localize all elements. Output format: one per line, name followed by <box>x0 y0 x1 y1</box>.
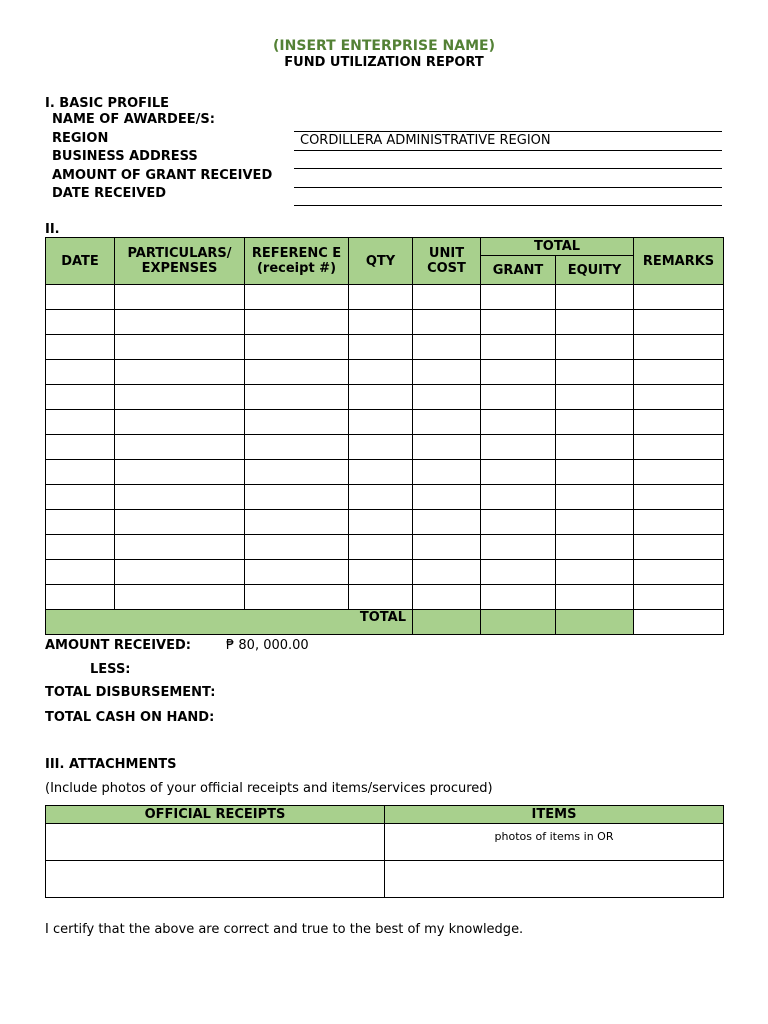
receipts-cell[interactable] <box>46 861 385 898</box>
entry-cell[interactable] <box>349 360 413 385</box>
entry-cell[interactable] <box>115 285 245 310</box>
awardee-label: NAME OF AWARDEE/S: <box>52 112 215 127</box>
total-cash-label: TOTAL CASH ON HAND: <box>45 710 215 725</box>
entry-cell[interactable] <box>481 560 556 585</box>
entry-cell[interactable] <box>349 485 413 510</box>
entry-cell[interactable] <box>413 335 481 360</box>
entry-cell[interactable] <box>245 460 349 485</box>
entry-cell[interactable] <box>413 560 481 585</box>
entry-cell[interactable] <box>634 285 724 310</box>
entry-cell[interactable] <box>634 310 724 335</box>
total-label: TOTAL <box>46 610 413 635</box>
amount-received-label: AMOUNT RECEIVED: <box>45 638 191 653</box>
col-unit-cost-header: UNIT COST <box>413 238 481 285</box>
less-label: LESS: <box>90 662 131 677</box>
entry-cell[interactable] <box>115 335 245 360</box>
entry-cell[interactable] <box>481 360 556 385</box>
entry-cell[interactable] <box>46 335 115 360</box>
entry-cell[interactable] <box>413 435 481 460</box>
entry-cell[interactable] <box>634 535 724 560</box>
attachments-note: (Include photos of your official receipts and items/services procured) <box>45 781 493 796</box>
entry-cell[interactable] <box>245 435 349 460</box>
entry-cell[interactable] <box>115 310 245 335</box>
table-row <box>46 335 724 360</box>
grant-amount-line <box>294 187 722 188</box>
table-row <box>46 310 724 335</box>
section-ii-title: II. <box>45 222 60 237</box>
col-qty-header: QTY <box>349 238 413 285</box>
expenses-table <box>45 237 724 635</box>
basic-profile-title: I. BASIC PROFILE <box>45 96 170 111</box>
entry-cell[interactable] <box>556 310 634 335</box>
entry-cell[interactable] <box>413 410 481 435</box>
col-equity-header: EQUITY <box>556 256 634 285</box>
entry-cell[interactable] <box>245 560 349 585</box>
entry-cell[interactable] <box>556 360 634 385</box>
entry-cell[interactable] <box>481 535 556 560</box>
entry-cell[interactable] <box>634 510 724 535</box>
table-row <box>46 385 724 410</box>
entry-cell[interactable] <box>413 385 481 410</box>
entry-cell[interactable] <box>115 585 245 610</box>
entry-cell[interactable] <box>556 535 634 560</box>
total-equity-cell <box>556 610 634 635</box>
entry-cell[interactable] <box>115 360 245 385</box>
table-row <box>46 560 724 585</box>
entry-cell[interactable] <box>245 385 349 410</box>
table-row <box>46 535 724 560</box>
business-address-line <box>294 168 722 169</box>
table-row <box>46 460 724 485</box>
entry-cell[interactable] <box>349 385 413 410</box>
entry-cell[interactable] <box>634 560 724 585</box>
entry-cell[interactable] <box>46 535 115 560</box>
entry-cell[interactable] <box>245 410 349 435</box>
entry-cell[interactable] <box>349 535 413 560</box>
entry-cell[interactable] <box>481 310 556 335</box>
entry-cell[interactable] <box>349 435 413 460</box>
entry-cell[interactable] <box>349 410 413 435</box>
table-row <box>46 435 724 460</box>
report-title: FUND UTILIZATION REPORT <box>284 55 484 70</box>
entry-cell[interactable] <box>413 460 481 485</box>
entry-cell[interactable] <box>556 285 634 310</box>
amount-received-value: ₱ 80, 000.00 <box>226 638 309 653</box>
total-unit-cost-cell <box>413 610 481 635</box>
entry-cell[interactable] <box>115 460 245 485</box>
entry-cell[interactable] <box>413 535 481 560</box>
entry-cell[interactable] <box>481 410 556 435</box>
entry-cell[interactable] <box>349 585 413 610</box>
entry-cell[interactable] <box>349 460 413 485</box>
entry-cell[interactable] <box>634 435 724 460</box>
entry-cell[interactable] <box>46 360 115 385</box>
region-value: CORDILLERA ADMINISTRATIVE REGION <box>300 133 551 148</box>
date-received-label: DATE RECEIVED <box>52 186 166 201</box>
entry-cell[interactable] <box>634 410 724 435</box>
entry-cell[interactable] <box>634 485 724 510</box>
entry-cell[interactable] <box>46 585 115 610</box>
entry-cell[interactable] <box>245 535 349 560</box>
entry-cell[interactable] <box>245 485 349 510</box>
col-particulars-header: PARTICULARS/ EXPENSES <box>115 238 245 285</box>
entry-cell[interactable] <box>556 335 634 360</box>
entry-cell[interactable] <box>349 310 413 335</box>
entry-cell[interactable] <box>46 285 115 310</box>
entry-cell[interactable] <box>634 460 724 485</box>
entry-cell[interactable] <box>481 510 556 535</box>
enterprise-name: (INSERT ENTERPRISE NAME) <box>273 38 495 54</box>
col-remarks-header: REMARKS <box>634 238 724 285</box>
table-row <box>46 485 724 510</box>
entry-cell[interactable] <box>46 485 115 510</box>
total-remarks-cell[interactable] <box>634 610 724 635</box>
entry-cell[interactable] <box>349 510 413 535</box>
entry-cell[interactable] <box>115 385 245 410</box>
entry-cell[interactable] <box>349 285 413 310</box>
entry-cell[interactable] <box>634 385 724 410</box>
receipts-cell[interactable] <box>46 824 385 861</box>
entry-cell[interactable] <box>413 585 481 610</box>
entry-cell[interactable] <box>556 385 634 410</box>
entry-cell[interactable] <box>245 335 349 360</box>
entry-cell[interactable] <box>556 460 634 485</box>
entry-cell[interactable] <box>46 435 115 460</box>
entry-cell[interactable] <box>481 435 556 460</box>
entry-cell[interactable] <box>115 485 245 510</box>
entry-cell[interactable] <box>413 310 481 335</box>
grant-amount-label: AMOUNT OF GRANT RECEIVED <box>52 168 273 183</box>
entry-cell[interactable] <box>481 585 556 610</box>
total-disbursement-label: TOTAL DISBURSEMENT: <box>45 685 216 700</box>
entry-cell[interactable] <box>556 560 634 585</box>
entry-cell[interactable] <box>413 360 481 385</box>
attachments-title: III. ATTACHMENTS <box>45 757 177 772</box>
official-receipts-header: OFFICIAL RECEIPTS <box>46 806 385 824</box>
entry-cell[interactable] <box>556 485 634 510</box>
entry-cell[interactable] <box>115 435 245 460</box>
entry-cell[interactable] <box>245 585 349 610</box>
table-row <box>46 510 724 535</box>
entry-cell[interactable] <box>413 485 481 510</box>
entry-cell[interactable] <box>46 410 115 435</box>
col-reference-header: REFERENC E (receipt #) <box>245 238 349 285</box>
entry-cell[interactable] <box>349 560 413 585</box>
entry-cell[interactable] <box>349 335 413 360</box>
entry-cell[interactable] <box>413 510 481 535</box>
col-grant-header: GRANT <box>481 256 556 285</box>
entry-cell[interactable] <box>46 310 115 335</box>
entry-cell[interactable] <box>245 285 349 310</box>
entry-cell[interactable] <box>115 535 245 560</box>
entry-cell[interactable] <box>556 410 634 435</box>
awardee-line <box>294 131 722 132</box>
entry-cell[interactable] <box>481 335 556 360</box>
entry-cell[interactable] <box>634 585 724 610</box>
total-row <box>46 610 724 635</box>
entry-cell[interactable] <box>481 460 556 485</box>
region-label: REGION <box>52 131 109 146</box>
table-row <box>46 285 724 310</box>
table-row <box>46 360 724 385</box>
entry-cell[interactable] <box>481 385 556 410</box>
entry-cell[interactable] <box>556 510 634 535</box>
business-address-label: BUSINESS ADDRESS <box>52 149 198 164</box>
entry-cell[interactable] <box>115 560 245 585</box>
col-date-header: DATE <box>46 238 115 285</box>
entry-cell[interactable] <box>481 285 556 310</box>
table-row <box>46 585 724 610</box>
items-header: ITEMS <box>385 806 724 824</box>
entry-cell[interactable] <box>115 410 245 435</box>
entry-cell[interactable] <box>245 510 349 535</box>
entry-cell[interactable] <box>46 560 115 585</box>
entry-cell[interactable] <box>556 585 634 610</box>
entry-cell[interactable] <box>115 510 245 535</box>
items-cell[interactable] <box>385 861 724 898</box>
date-received-line <box>294 205 722 206</box>
entry-cell[interactable] <box>46 460 115 485</box>
entry-cell[interactable] <box>634 335 724 360</box>
total-grant-cell <box>481 610 556 635</box>
attachments-table <box>45 805 724 898</box>
entry-cell[interactable] <box>413 285 481 310</box>
entry-cell[interactable] <box>481 485 556 510</box>
entry-cell[interactable] <box>556 435 634 460</box>
col-total-header: TOTAL <box>481 238 634 256</box>
table-row <box>46 410 724 435</box>
entry-cell[interactable] <box>46 385 115 410</box>
entry-cell[interactable] <box>634 360 724 385</box>
entry-cell[interactable] <box>46 510 115 535</box>
certification-statement: I certify that the above are correct and true to the best of my knowledge. <box>45 922 524 937</box>
region-line <box>294 150 722 151</box>
items-cell[interactable]: photos of items in OR <box>385 824 724 861</box>
entry-cell[interactable] <box>245 310 349 335</box>
entry-cell[interactable] <box>245 360 349 385</box>
